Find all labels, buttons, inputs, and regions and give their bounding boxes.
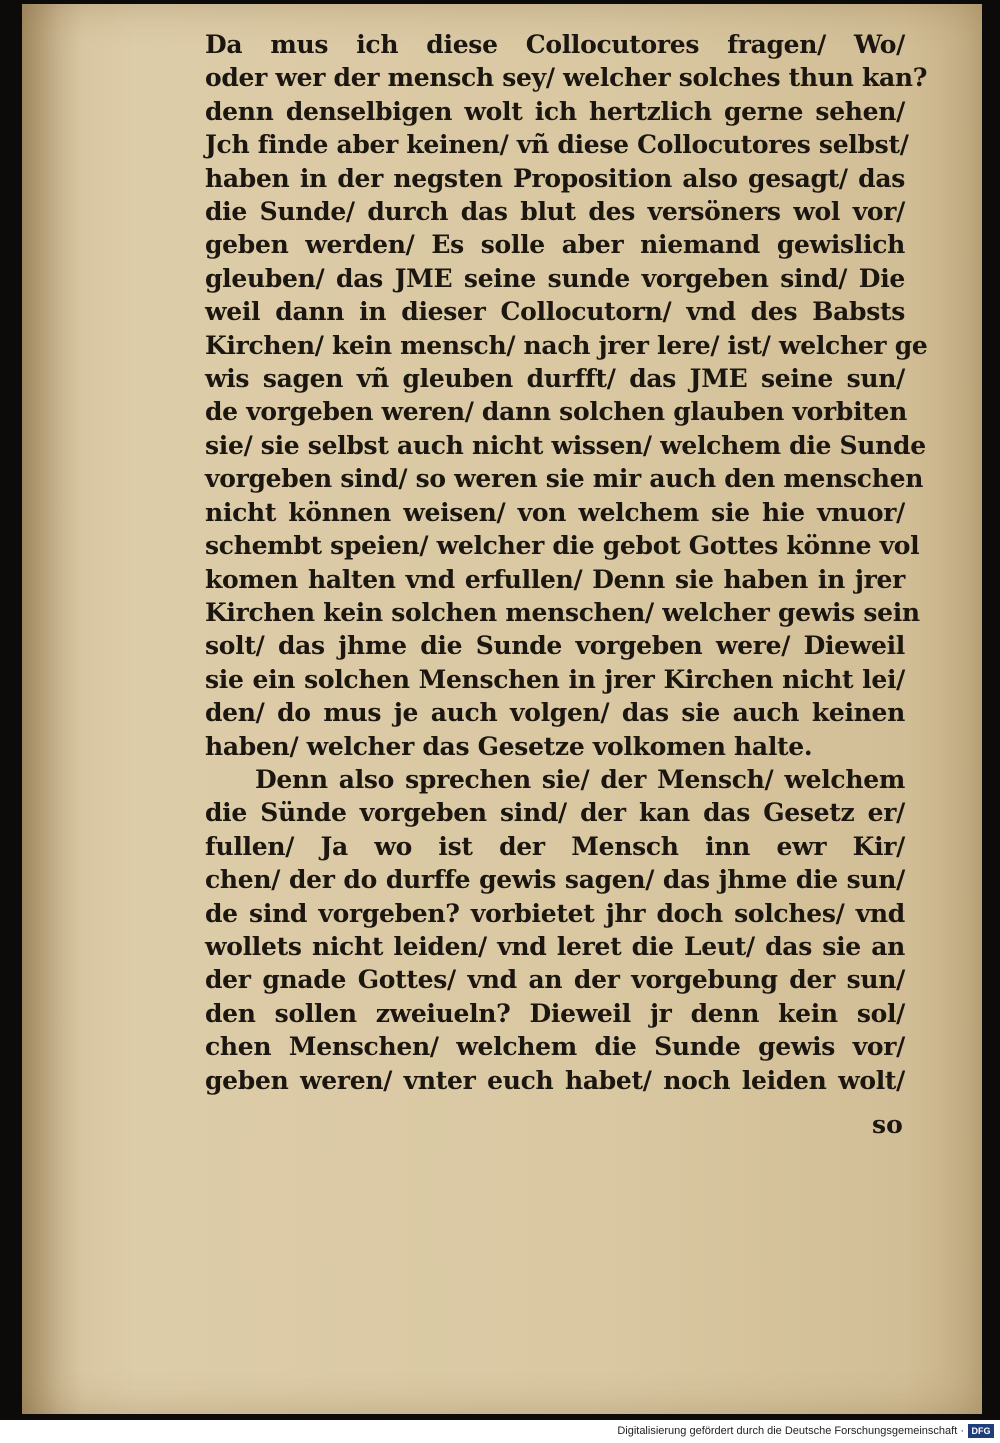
text-line: vorgeben sind/ so weren sie mir auch den menschen xyxy=(205,464,924,494)
text-line: solt/ das jhme die Sunde vorgeben were/ Dieweil xyxy=(205,631,905,661)
dfg-logo-icon: DFG xyxy=(968,1424,994,1438)
funding-credit: Digitalisierung gefördert durch die Deutsche Forschungsgemeinschaft · xyxy=(617,1425,964,1437)
text-line: den sollen zweiueln? Dieweil jr denn kein sol/ xyxy=(205,998,905,1028)
text-line: chen Menschen/ welchem die Sunde gewis vor/ xyxy=(205,1032,905,1062)
text-line: komen halten vnd erfullen/ Denn sie haben in jrer xyxy=(205,564,905,594)
text-line: oder wer der mensch sey/ welcher solches thun kan? xyxy=(205,63,928,93)
text-line: die Sunde/ durch das blut des versöners wol vor/ xyxy=(205,197,905,227)
text-block xyxy=(205,28,928,1097)
text-line: gleuben/ das JME seine sunde vorgeben sind/ Die xyxy=(205,263,905,293)
text-line: fullen/ Ja wo ist der Mensch inn ewr Kir/ xyxy=(205,831,905,861)
text-line: de sind vorgeben? vorbietet jhr doch solches/ vnd xyxy=(205,898,905,928)
text-line: Kirchen kein solchen menschen/ welcher gewis sein xyxy=(205,597,920,627)
text-line: Da mus ich diese Collocutores fragen/ Wo/ xyxy=(205,30,905,59)
text-line: weil dann in dieser Collocutorn/ vnd des Babsts xyxy=(205,297,905,327)
text-line: wis sagen vñ gleuben durfft/ das JME seine sun/ xyxy=(205,364,905,394)
text-line-paragraph-start: Denn also sprechen sie/ der Mensch/ welchem xyxy=(255,764,905,794)
text-line: nicht können weisen/ von welchem sie hie vnuor/ xyxy=(205,497,905,527)
text-line: Kirchen/ kein mensch/ nach jrer lere/ ist/ welcher ge xyxy=(205,330,928,360)
text-line: der gnade Gottes/ vnd an der vorgebung der sun/ xyxy=(205,965,905,995)
text-line: schembt speien/ welcher die gebot Gottes könne vol xyxy=(205,531,920,561)
catchword: so xyxy=(872,1110,903,1139)
text-line: die Sünde vorgeben sind/ der kan das Gesetz er/ xyxy=(205,798,905,828)
text-line: sie ein solchen Menschen in jrer Kirchen nicht lei/ xyxy=(205,664,905,694)
text-line-paragraph-end: haben/ welcher das Gesetze volkomen halte. xyxy=(205,731,813,761)
page-stain xyxy=(22,4,82,1414)
text-line: de vorgeben weren/ dann solchen glauben vorbiten xyxy=(205,397,907,427)
text-line: denn denselbigen wolt ich hertzlich gerne sehen/ xyxy=(205,96,905,126)
text-line: den/ do mus je auch volgen/ das sie auch keinen xyxy=(205,698,905,728)
text-line: wollets nicht leiden/ vnd leret die Leut/ das sie an xyxy=(205,931,905,961)
text-line: Jch finde aber keinen/ vñ diese Collocutores selbst/ xyxy=(205,130,909,160)
text-line: geben weren/ vnter euch habet/ noch leiden wolt/ xyxy=(205,1065,905,1095)
text-line: haben in der negsten Proposition also gesagt/ das xyxy=(205,163,905,193)
text-line: chen/ der do durffe gewis sagen/ das jhme die sun/ xyxy=(205,865,905,895)
footer-bar xyxy=(0,1420,1000,1443)
text-line: geben werden/ Es solle aber niemand gewislich xyxy=(205,230,905,260)
text-line: sie/ sie selbst auch nicht wissen/ welchem die Sunde xyxy=(205,430,926,460)
book-page xyxy=(22,4,982,1414)
